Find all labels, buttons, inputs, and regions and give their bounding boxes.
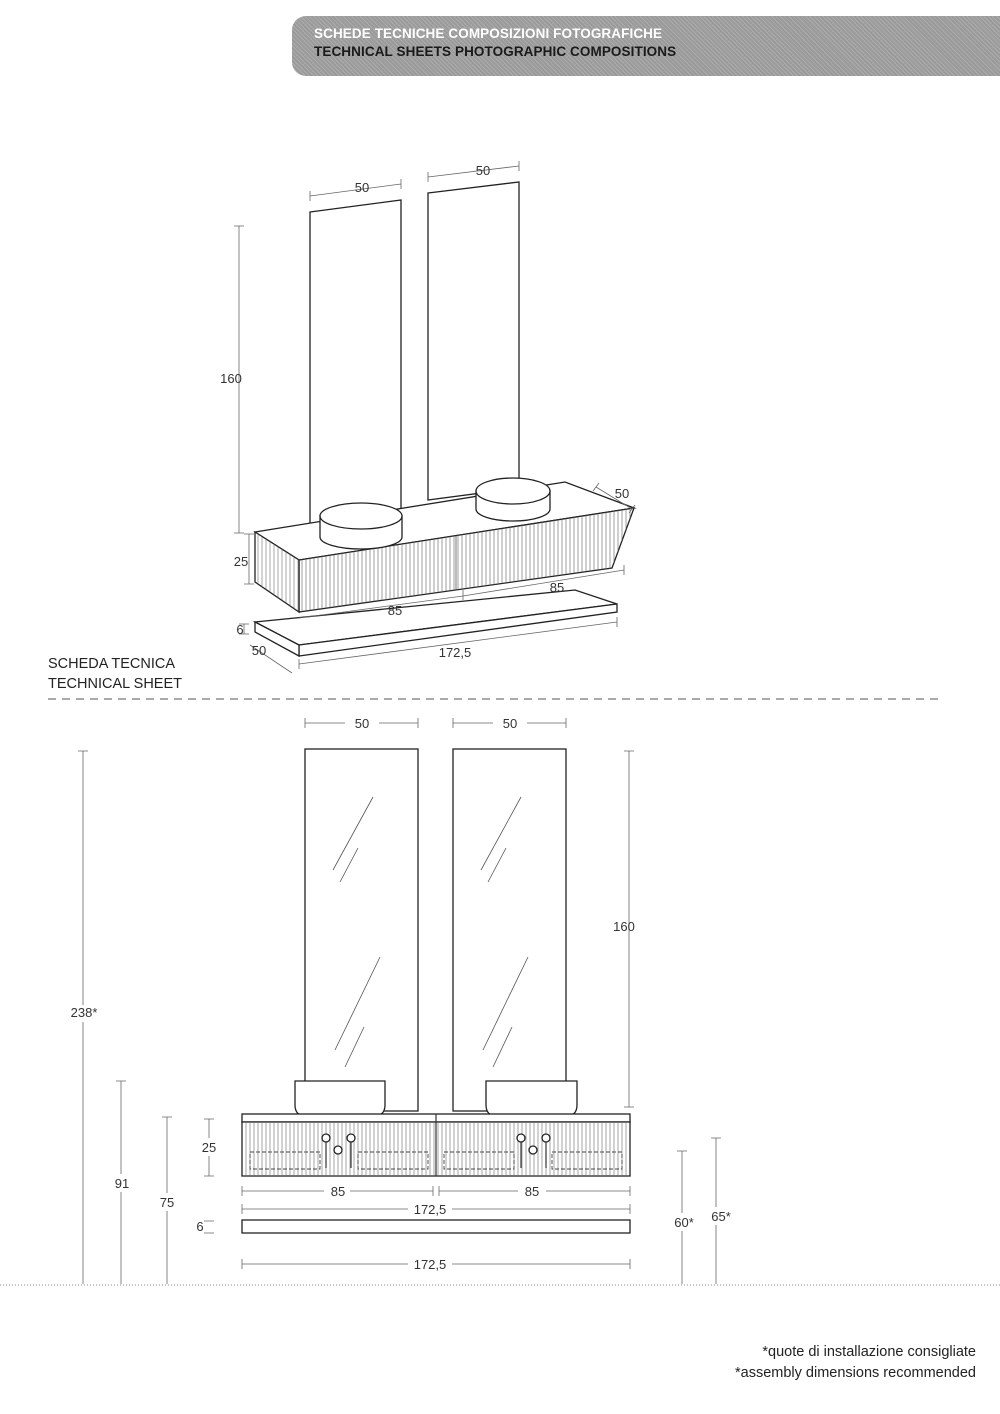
front-view [0,716,1000,1285]
front-mirror-right [453,749,566,1111]
perspective-mirror-left [310,200,401,528]
front-dim-cabinet-install-height: 65* [711,1209,731,1224]
persp-dim-mirror-right-width: 50 [475,163,491,178]
front-dim-cabinet-height: 25 [201,1140,217,1155]
sheet-label-en: TECHNICAL SHEET [48,676,183,692]
persp-dim-overall-width: 172,5 [438,645,472,660]
header-title-en: TECHNICAL SHEETS PHOTOGRAPHIC COMPOSITIONS [314,44,677,59]
front-dim-mirror-left-width: 50 [354,716,370,731]
front-dim-shelf-thickness: 6 [196,1219,204,1234]
front-dim-basin-top-height: 91 [114,1176,130,1191]
front-shelf [242,1220,630,1233]
perspective-basin-left [320,503,402,549]
front-dim-drawer-left: 85 [330,1184,346,1199]
perspective-mirror-right [428,182,519,500]
persp-dim-shelf-depth: 50 [251,643,267,658]
header-title-it: SCHEDE TECNICHE COMPOSIZIONI FOTOGRAFICHE [314,26,663,41]
front-dim-shelf-install-height: 60* [674,1215,694,1230]
persp-dim-top-depth: 50 [614,486,630,501]
sheet-label-it: SCHEDA TECNICA [48,656,176,672]
persp-dim-drawer-front: 85 [387,603,403,618]
front-dim-cabinet-top-height: 75 [159,1195,175,1210]
perspective-view [220,161,635,673]
footnote-en: *assembly dimensions recommended [735,1365,976,1381]
footnote-it: *quote di installazione consigliate [762,1344,976,1360]
perspective-basin-right [476,478,550,521]
front-dim-cabinet-width: 172,5 [413,1202,447,1217]
front-dim-total-height: 238* [70,1005,98,1020]
front-basin-left [295,1081,385,1116]
front-basin-right [486,1081,577,1116]
front-dim-shelf-width: 172,5 [413,1257,447,1272]
persp-dim-mirror-height: 160 [220,371,242,386]
front-dim-mirror-height: 160 [613,919,635,934]
persp-dim-mirror-left-width: 50 [354,180,370,195]
persp-dim-shelf-thickness: 6 [236,622,244,637]
persp-dim-drawer-back: 85 [549,580,565,595]
front-mirror-left [305,749,418,1111]
front-dim-drawer-right: 85 [524,1184,540,1199]
front-dim-mirror-right-width: 50 [502,716,518,731]
persp-dim-cabinet-height: 25 [233,554,249,569]
